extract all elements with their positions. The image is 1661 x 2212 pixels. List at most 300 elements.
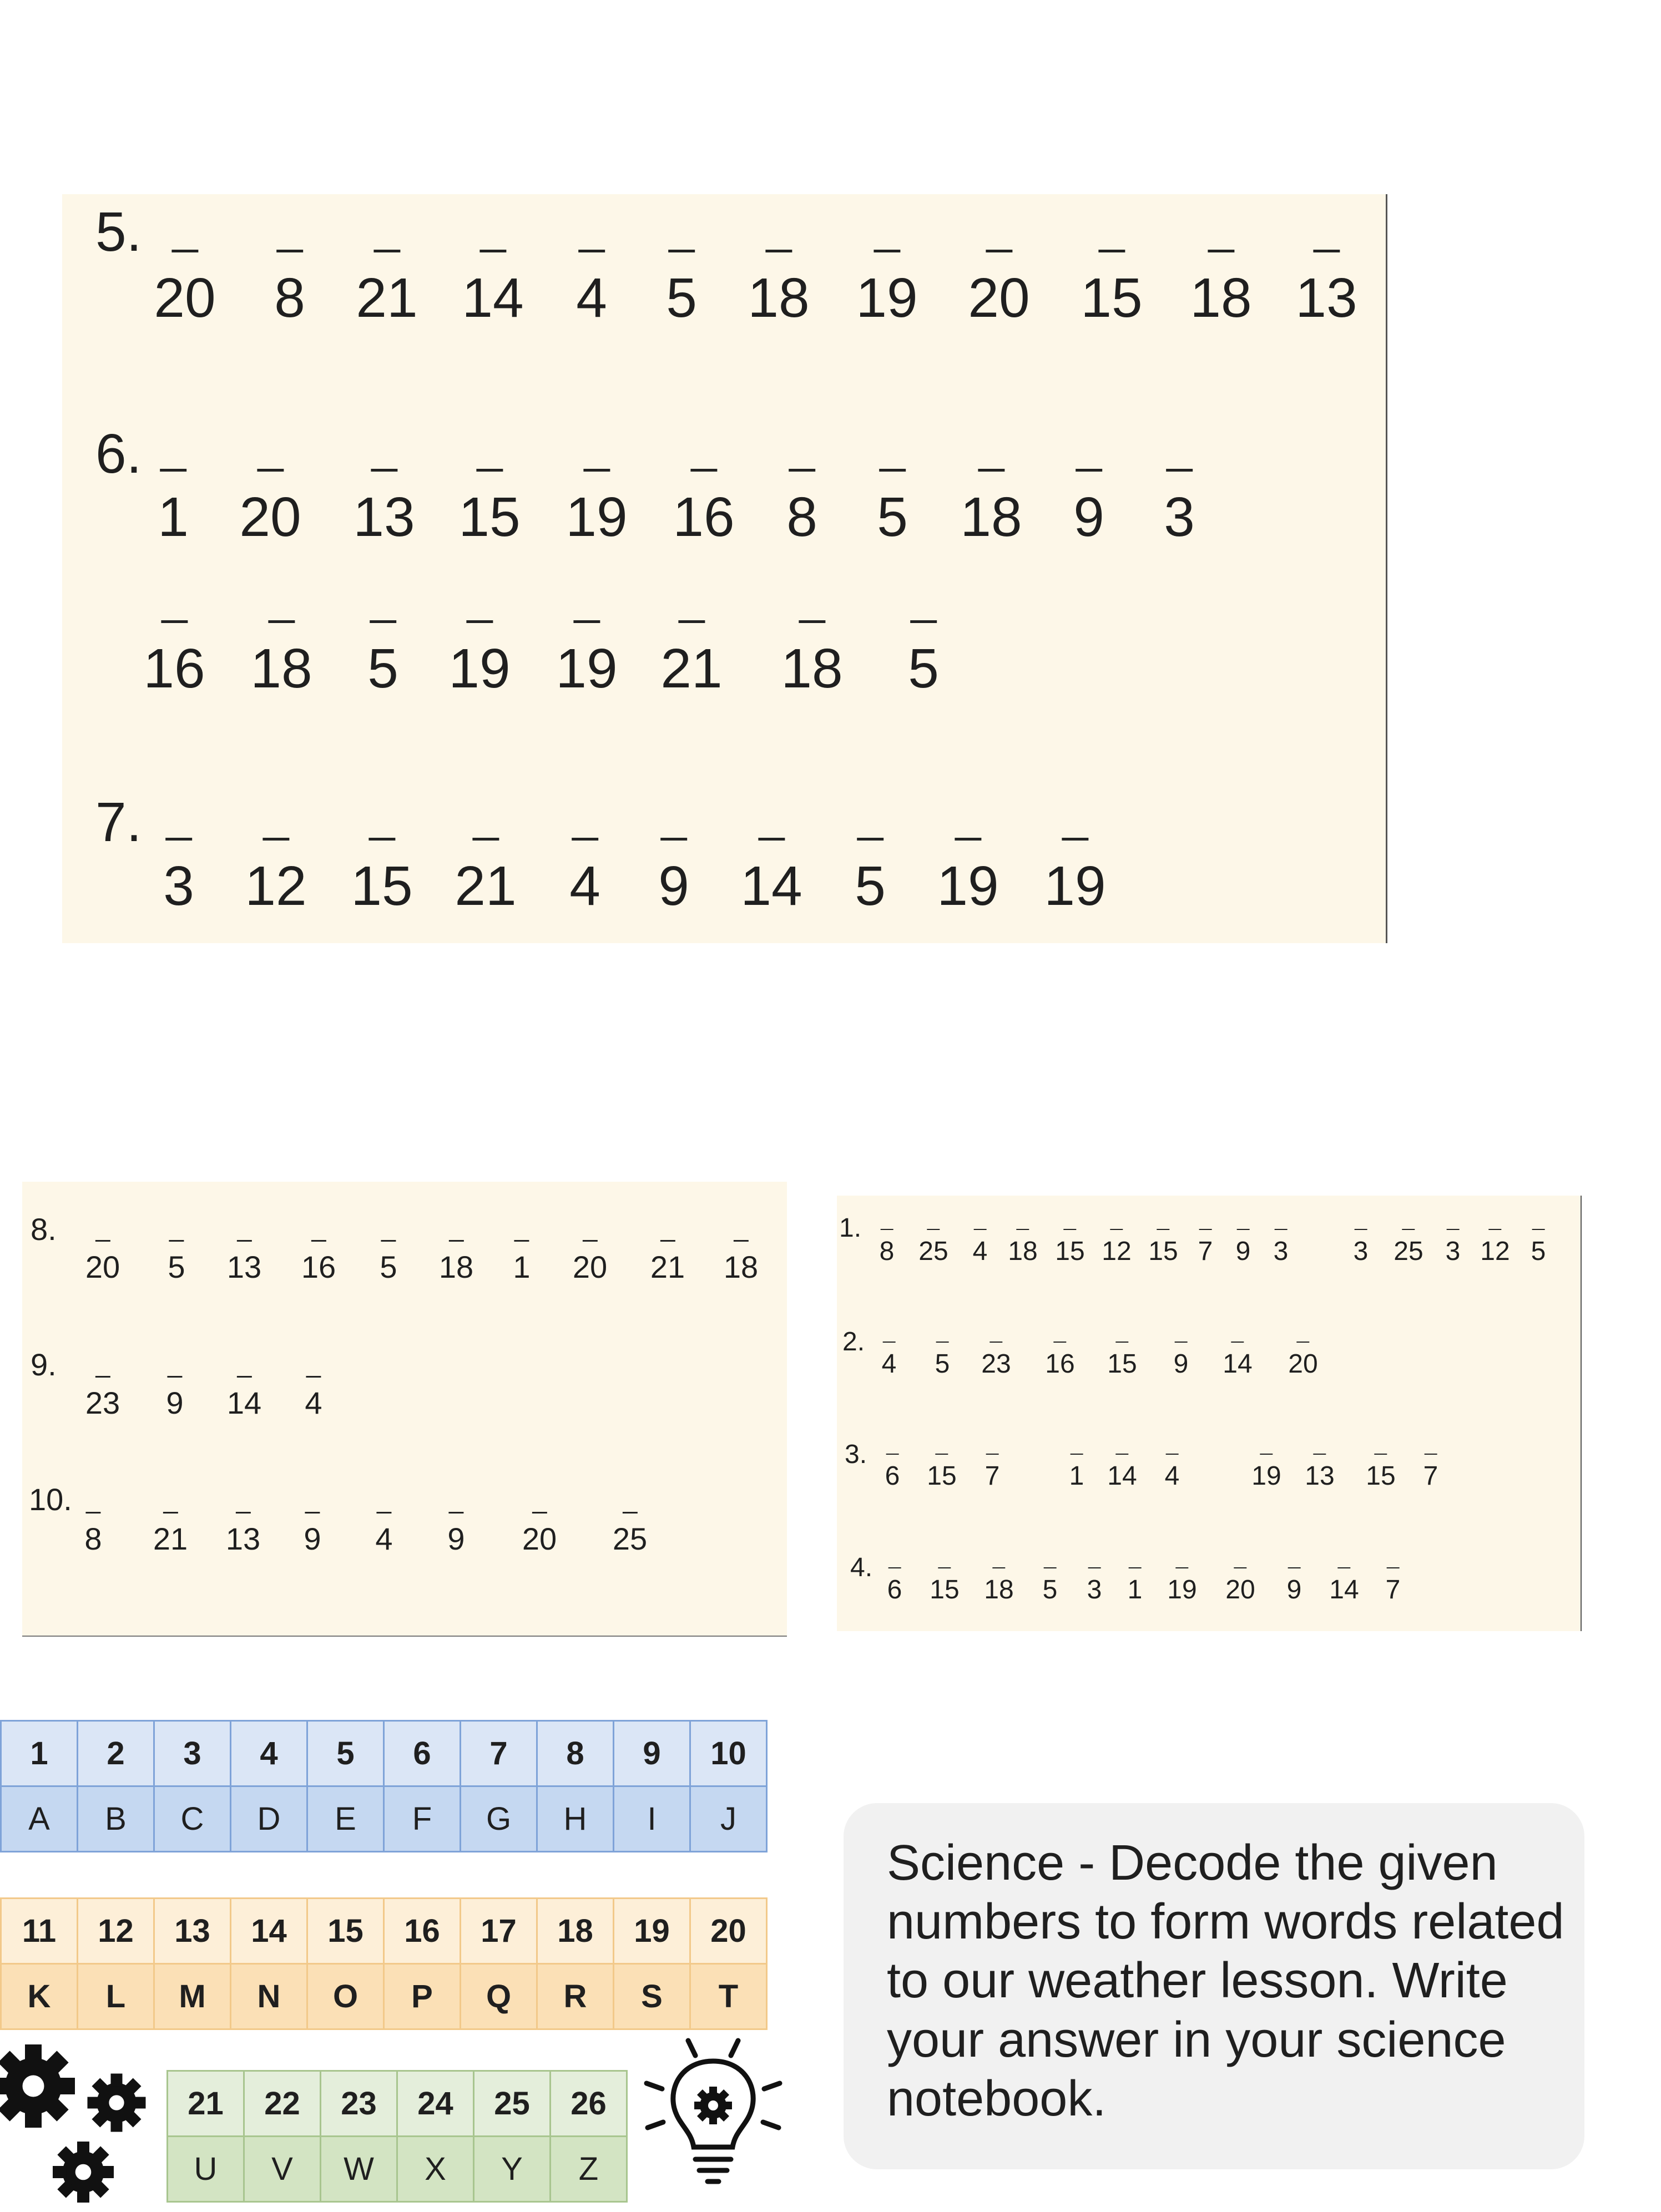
code-number: 18 [1190, 267, 1252, 329]
answer-blank-line [1313, 1454, 1326, 1455]
answer-blank-line [690, 469, 717, 472]
cipher-blank [880, 1229, 895, 1265]
answer-blank-line [880, 1229, 893, 1230]
answer-blank-line [1488, 1229, 1501, 1230]
answer-blank-line [910, 620, 937, 623]
answer-blank-line [678, 620, 705, 623]
answer-blank-line [1076, 469, 1102, 472]
answer-blank-line [1296, 1342, 1309, 1343]
code-number: 5 [367, 637, 398, 700]
cipher-blank [1128, 1567, 1143, 1603]
answer-blank-line [268, 620, 295, 623]
code-number: 18 [960, 486, 1022, 548]
answer-blank-line [1386, 1567, 1399, 1568]
answer-blank-line [734, 1240, 749, 1242]
code-number: 4 [881, 1349, 897, 1379]
cipher-cell: 6 [384, 1721, 461, 1786]
cipher-cell: B [78, 1786, 154, 1852]
cipher-number-row [1, 1721, 767, 1786]
instructions-card [844, 1803, 1584, 2169]
code-number: 21 [356, 267, 418, 329]
code-number: 5 [935, 1349, 950, 1379]
cipher-blank [458, 469, 521, 548]
code-number: 1 [1069, 1461, 1084, 1491]
cipher-blank [448, 620, 511, 700]
answer-blank-line [1053, 1342, 1066, 1343]
cipher-blank [1190, 250, 1252, 329]
answer-blank-line [573, 620, 600, 623]
answer-blank-line [237, 1240, 252, 1242]
code-number: 13 [1295, 267, 1357, 329]
cipher-blank [158, 469, 189, 548]
cipher-blank [1081, 250, 1143, 329]
answer-blank-line [938, 1567, 951, 1568]
code-number: 15 [930, 1575, 960, 1605]
answer-blank-line [1234, 1567, 1246, 1568]
answer-blank-line [449, 1512, 464, 1514]
cipher-blank [380, 1240, 397, 1283]
answer-blank-line [163, 1512, 178, 1514]
answer-blank-line [449, 1240, 464, 1242]
cipher-blank [724, 1240, 758, 1283]
answer-blank-line [660, 838, 687, 841]
cipher-cell: 15 [307, 1899, 384, 1964]
answer-blank-line [886, 1454, 898, 1455]
cipher-blank [227, 1240, 261, 1283]
code-number: 20 [1288, 1349, 1318, 1379]
answer-blank-line [1098, 250, 1125, 252]
cipher-blank [166, 1376, 183, 1419]
answer-blank-line [936, 1342, 948, 1343]
code-number: 13 [1305, 1461, 1335, 1491]
cipher-cell: L [78, 1964, 154, 2029]
cipher-cell: 10 [690, 1721, 767, 1786]
cipher-blank [356, 250, 418, 329]
answer-blank-line [583, 469, 610, 472]
code-number: 13 [225, 1521, 261, 1556]
answer-blank-line [578, 250, 605, 252]
code-number: 16 [301, 1249, 336, 1284]
answer-blank-line [168, 1376, 183, 1378]
cipher-cell: P [384, 1964, 461, 2029]
code-number: 25 [918, 1237, 948, 1267]
question-4-label: 4. [850, 1553, 873, 1582]
cipher-blank [1045, 1342, 1074, 1378]
code-number: 9 [658, 855, 689, 917]
answer-blank-line [1088, 1567, 1100, 1568]
answer-blank-line [311, 1240, 326, 1242]
answer-blank-line [368, 838, 395, 841]
answer-blank-line [882, 1342, 895, 1343]
answer-blank-line [1231, 1342, 1244, 1343]
code-number: 1 [1127, 1575, 1143, 1605]
gear-cluster-icon [0, 2042, 161, 2208]
cipher-cell: D [231, 1786, 307, 1852]
cipher-blank [353, 469, 415, 548]
code-number: 7 [1385, 1575, 1401, 1605]
code-number: 12 [1102, 1237, 1132, 1267]
code-number: 8 [84, 1521, 102, 1556]
cipher-cell: Z [551, 2137, 627, 2202]
cipher-blank [1073, 469, 1104, 548]
code-number: 21 [153, 1521, 188, 1556]
cipher-cell: M [154, 1964, 231, 2029]
cipher-blank [1223, 1342, 1252, 1378]
cipher-blank [660, 620, 723, 700]
code-number: 15 [351, 855, 413, 917]
answer-blank-line [165, 838, 192, 841]
cipher-cell: J [690, 1786, 767, 1852]
code-number: 23 [85, 1385, 120, 1420]
answer-blank-line [479, 250, 506, 252]
cipher-blank [447, 1512, 465, 1555]
cipher-cell: 5 [307, 1721, 384, 1786]
cipher-blank [985, 1454, 1000, 1490]
answer-blank-line [236, 1512, 251, 1514]
cipher-cell: 3 [154, 1721, 231, 1786]
code-number: 15 [1081, 267, 1143, 329]
cipher-cell: 4 [231, 1721, 307, 1786]
answer-blank-line [1043, 1567, 1056, 1568]
code-number: 15 [1366, 1461, 1396, 1491]
code-number: 8 [274, 267, 305, 329]
code-number: 13 [226, 1249, 262, 1284]
code-number: 7 [1423, 1461, 1438, 1491]
answer-blank-line [1354, 1229, 1367, 1230]
answer-blank-line [95, 1240, 110, 1242]
cipher-blank [650, 1240, 685, 1283]
answer-blank-line [1115, 1454, 1128, 1455]
answer-blank-line [1128, 1567, 1141, 1568]
code-number: 16 [673, 486, 735, 548]
code-number: 3 [1353, 1237, 1369, 1267]
cipher-cell: 25 [474, 2071, 551, 2137]
cipher-cell: 24 [397, 2071, 474, 2137]
answer-blank-line [1374, 1454, 1387, 1455]
answer-blank-line [169, 1240, 184, 1242]
cipher-blank [1164, 469, 1195, 548]
answer-blank-line [1166, 469, 1193, 472]
cipher-blank [1055, 1229, 1084, 1265]
code-number: 21 [650, 1249, 685, 1284]
cipher-cell: 9 [614, 1721, 690, 1786]
code-number: 5 [168, 1249, 185, 1284]
code-number: 9 [1073, 486, 1104, 548]
cipher-blank [887, 1567, 902, 1603]
answer-blank-line [171, 250, 198, 252]
cipher-cell: N [231, 1964, 307, 2029]
cipher-blank [168, 1240, 185, 1283]
cipher-blank [930, 1567, 959, 1603]
code-number: 9 [166, 1385, 184, 1420]
code-number: 14 [462, 267, 524, 329]
cipher-blank [163, 838, 194, 917]
answer-blank-line [888, 1567, 901, 1568]
answer-blank-line [1174, 1342, 1187, 1343]
code-number: 4 [972, 1237, 988, 1267]
cipher-blank [439, 1240, 473, 1283]
code-number: 14 [1223, 1349, 1253, 1379]
answer-blank-line [973, 1229, 986, 1230]
code-number: 15 [1055, 1237, 1085, 1267]
code-number: 23 [981, 1349, 1011, 1379]
cipher-table-k-to-t [0, 1897, 768, 2030]
cipher-cell: T [690, 1964, 767, 2029]
cipher-cell: C [154, 1786, 231, 1852]
cipher-blank [274, 250, 305, 329]
cipher-blank [1198, 1229, 1213, 1265]
cipher-cell: 18 [537, 1899, 614, 1964]
code-number: 9 [1286, 1575, 1302, 1605]
cipher-cell: F [384, 1786, 461, 1852]
cipher-blank [856, 250, 918, 329]
code-number: 14 [226, 1385, 262, 1420]
cipher-cell: I [614, 1786, 690, 1852]
answer-blank-line [373, 250, 400, 252]
cipher-cell: E [307, 1786, 384, 1852]
cipher-blank [666, 250, 697, 329]
cipher-blank [351, 838, 413, 917]
cipher-cell: V [244, 2137, 321, 2202]
cipher-letter-row [1, 1964, 767, 2029]
answer-blank-line [765, 250, 792, 252]
cipher-blank [1288, 1342, 1317, 1378]
cipher-blank [968, 250, 1030, 329]
code-number: 3 [163, 855, 194, 917]
code-number: 5 [877, 486, 908, 548]
code-number: 15 [1148, 1237, 1178, 1267]
code-number: 18 [1008, 1237, 1038, 1267]
code-number: 8 [786, 486, 817, 548]
cipher-cell: K [1, 1964, 78, 2029]
cipher-table-u-to-z [166, 2070, 628, 2203]
code-number: 8 [879, 1237, 895, 1267]
cipher-number-row [168, 2071, 627, 2137]
code-number: 19 [856, 267, 918, 329]
cipher-cell: 16 [384, 1899, 461, 1964]
cipher-blank [613, 1512, 647, 1555]
question-10-label: 10. [29, 1482, 72, 1517]
answer-blank-line [1063, 1229, 1076, 1230]
cipher-blank [1274, 1229, 1289, 1265]
cipher-letter-row [168, 2137, 627, 2202]
cipher-blank [1287, 1567, 1302, 1603]
answer-blank-line [306, 1376, 321, 1378]
cipher-blank [937, 838, 999, 917]
code-number: 12 [1480, 1237, 1510, 1267]
cipher-blank [1354, 1229, 1369, 1265]
cipher-blank [569, 838, 600, 917]
cipher-blank [984, 1567, 1013, 1603]
cipher-blank [885, 1454, 900, 1490]
answer-blank-line [1208, 250, 1234, 252]
code-number: 9 [447, 1521, 465, 1556]
code-number: 18 [250, 637, 312, 700]
code-number: 15 [927, 1461, 957, 1491]
answer-blank-line [955, 838, 981, 841]
cipher-blank [1251, 1454, 1281, 1490]
answer-blank-line [532, 1512, 547, 1514]
code-number: 19 [1167, 1575, 1197, 1605]
code-number: 12 [245, 855, 307, 917]
answer-blank-line [95, 1376, 110, 1378]
cipher-cell: G [461, 1786, 537, 1852]
cipher-letter-row [1, 1786, 767, 1852]
code-number: 16 [1045, 1349, 1075, 1379]
code-number: 16 [143, 637, 205, 700]
answer-blank-line [668, 250, 695, 252]
answer-blank-line [1337, 1567, 1350, 1568]
answer-blank-line [799, 620, 825, 623]
answer-blank-line [370, 620, 396, 623]
answer-blank-line [160, 469, 186, 472]
cipher-blank [1295, 250, 1357, 329]
code-number: 3 [1445, 1237, 1461, 1267]
answer-blank-line [1274, 1229, 1287, 1230]
code-number: 3 [1273, 1237, 1289, 1267]
cipher-cell: U [168, 2137, 244, 2202]
answer-blank-line [1110, 1229, 1123, 1230]
code-number: 4 [305, 1385, 322, 1420]
cipher-blank [927, 1454, 956, 1490]
code-number: 14 [1107, 1461, 1137, 1491]
cipher-cell: 13 [154, 1899, 231, 1964]
answer-blank-line [1165, 1454, 1178, 1455]
answer-blank-line [1532, 1229, 1544, 1230]
answer-blank-line [978, 469, 1004, 472]
code-number: 7 [1198, 1237, 1213, 1267]
question-3-label: 3. [845, 1440, 867, 1469]
cipher-blank [305, 1376, 322, 1419]
cipher-blank [1386, 1567, 1401, 1603]
cipher-blank [154, 250, 216, 329]
code-number: 19 [1251, 1461, 1281, 1491]
cipher-blank [375, 1512, 392, 1555]
instructions-text: Science - Decode the given numbers to form words related to our weather lesson. Write your answer in your science notebook. [887, 1835, 1564, 2127]
code-number: 4 [1164, 1461, 1180, 1491]
cipher-blank [1329, 1567, 1359, 1603]
cipher-blank [1366, 1454, 1395, 1490]
answer-blank-line [935, 1454, 948, 1455]
answer-blank-line [476, 469, 503, 472]
cipher-blank [1236, 1229, 1251, 1265]
cipher-blank [740, 838, 802, 917]
answer-blank-line [305, 1512, 320, 1514]
cipher-blank [1069, 1454, 1084, 1490]
cipher-blank [1480, 1229, 1509, 1265]
cipher-blank [882, 1342, 897, 1378]
code-number: 19 [1044, 855, 1106, 917]
answer-blank-line [1157, 1229, 1169, 1230]
cipher-blank [462, 250, 524, 329]
cipher-blank [227, 1376, 261, 1419]
code-number: 20 [572, 1249, 608, 1284]
code-number: 5 [855, 855, 886, 917]
cipher-blank [960, 469, 1022, 548]
cipher-blank [367, 620, 398, 700]
answer-blank-line [237, 1376, 252, 1378]
cipher-blank [1107, 1342, 1137, 1378]
cipher-blank [748, 250, 810, 329]
answer-blank-line [992, 1567, 1005, 1568]
cipher-blank [673, 469, 735, 548]
answer-blank-line [1070, 1454, 1083, 1455]
cipher-blank [143, 620, 205, 700]
answer-blank-line [1446, 1229, 1459, 1230]
cipher-blank [576, 250, 607, 329]
question-5-label: 5. [95, 201, 142, 263]
cipher-blank [1008, 1229, 1037, 1265]
cipher-cell: Q [461, 1964, 537, 2029]
cipher-cell: 2 [78, 1721, 154, 1786]
cipher-blank [981, 1342, 1011, 1378]
lightbulb-gear-icon [635, 2031, 791, 2197]
cipher-cell: W [321, 2137, 397, 2202]
code-number: 13 [353, 486, 415, 548]
cipher-blank [786, 469, 817, 548]
cipher-blank [1044, 838, 1106, 917]
answer-blank-line [1260, 1454, 1273, 1455]
cipher-blank [513, 1240, 530, 1283]
answer-blank-line [1313, 250, 1340, 252]
cipher-blank [573, 1240, 607, 1283]
code-number: 20 [239, 486, 301, 548]
answer-blank-line [1288, 1567, 1300, 1568]
answer-blank-line [1062, 838, 1088, 841]
answer-blank-line [1175, 1567, 1188, 1568]
cipher-blank [250, 620, 312, 700]
answer-blank-line [789, 469, 815, 472]
cipher-blank [245, 838, 307, 917]
code-number: 18 [723, 1249, 759, 1284]
code-number: 6 [887, 1575, 902, 1605]
code-number: 4 [375, 1521, 393, 1556]
cipher-blank [935, 1342, 950, 1378]
cipher-cell: 11 [1, 1899, 78, 1964]
code-number: 18 [748, 267, 810, 329]
cipher-cell: 14 [231, 1899, 307, 1964]
code-number: 4 [569, 855, 600, 917]
cipher-cell: H [537, 1786, 614, 1852]
answer-blank-line [1402, 1229, 1415, 1230]
cipher-cell: R [537, 1964, 614, 2029]
cipher-blank [973, 1229, 988, 1265]
cipher-blank [301, 1240, 336, 1283]
code-number: 19 [556, 637, 618, 700]
answer-blank-line [874, 250, 900, 252]
answer-blank-line [1199, 1229, 1211, 1230]
cipher-blank [1148, 1229, 1178, 1265]
cipher-cell: 12 [78, 1899, 154, 1964]
cipher-cell: A [1, 1786, 78, 1852]
cipher-blank [153, 1512, 188, 1555]
code-number: 9 [304, 1521, 321, 1556]
cipher-blank [1107, 1454, 1137, 1490]
code-number: 25 [1394, 1237, 1423, 1267]
cipher-cell: Y [474, 2137, 551, 2202]
cipher-blank [1174, 1342, 1189, 1378]
cipher-cell: 22 [244, 2071, 321, 2137]
answer-blank-line [623, 1512, 638, 1514]
cipher-table-a-to-j [0, 1720, 768, 1852]
cipher-blank [85, 1376, 120, 1419]
answer-blank-line [257, 469, 284, 472]
cipher-blank [566, 469, 628, 548]
code-number: 5 [1042, 1575, 1058, 1605]
code-number: 1 [158, 486, 189, 548]
cipher-blank [1423, 1454, 1438, 1490]
cipher-cell: 17 [461, 1899, 537, 1964]
